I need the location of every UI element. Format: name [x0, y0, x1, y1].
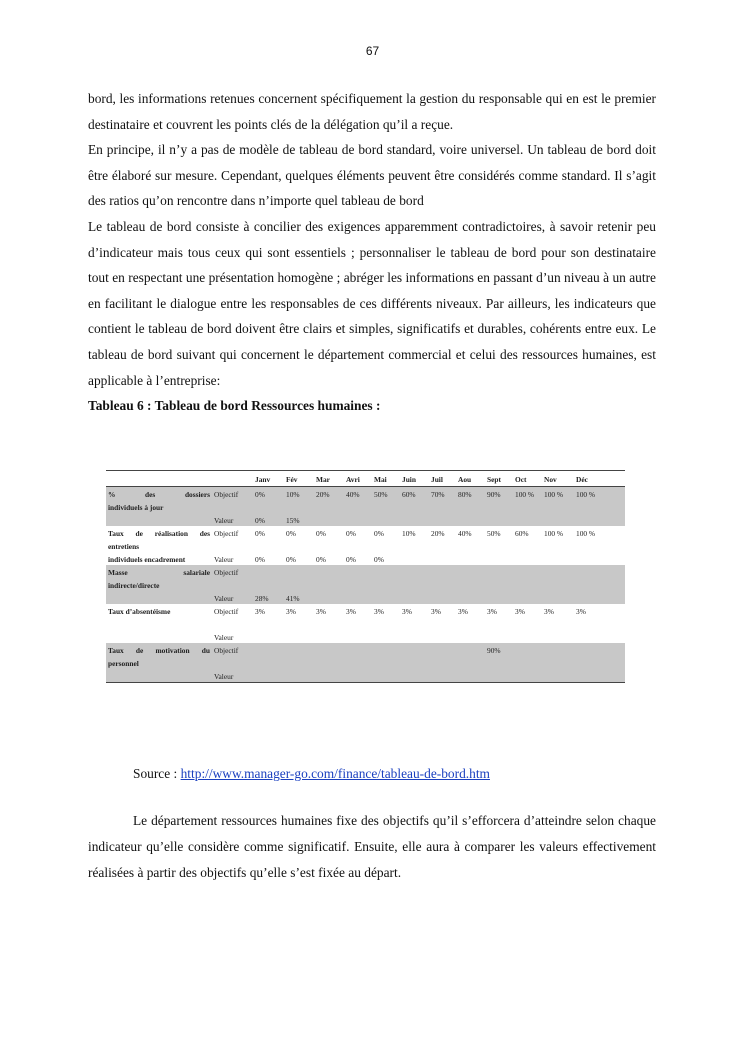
table-cell: [429, 500, 456, 513]
table-cell: [429, 656, 456, 669]
table-cell: [253, 565, 284, 578]
table-cell: [429, 578, 456, 591]
source-label: Source :: [133, 766, 181, 781]
table-cell: [344, 617, 372, 630]
table-row: [106, 630, 625, 643]
indicator-name: [106, 630, 212, 643]
table-cell: 0%: [316, 529, 326, 538]
table-cell: 20%: [314, 487, 344, 501]
table-row: [106, 513, 625, 526]
table-cell: [372, 630, 400, 643]
page-number: 67: [365, 44, 380, 58]
table-cell: [513, 500, 542, 513]
table-row: [106, 487, 625, 501]
table-cell: [429, 539, 456, 552]
table-cell: [574, 578, 625, 591]
table-cell: [574, 656, 625, 669]
table-cell: [344, 591, 372, 604]
table-cell: 0%: [255, 529, 265, 538]
row-type-label: [212, 617, 253, 630]
table-cell: [344, 669, 372, 683]
table-row: [106, 591, 625, 604]
table-cell: 100 %: [576, 529, 596, 538]
table-cell: [314, 630, 344, 643]
table-cell: [542, 539, 574, 552]
table-cell: [513, 539, 542, 552]
table-cell: [542, 500, 574, 513]
indicator-name: % des dossiers: [106, 487, 212, 501]
table-cell: [372, 500, 400, 513]
table-cell: [485, 513, 513, 526]
table-cell: [314, 565, 344, 578]
table-cell: [253, 578, 284, 591]
paragraph: Le tableau de bord consiste à concilier des exigences apparemment contradictoires, à savoir retenir peu d’indicateur mais tous ceux qui sont essentiels ; personnaliser le tableau de bord pour son destinataire tout en respectant une présentation homogène ; abréger les informations en passant d’un niveau à un autre en facilitant le dialogue entre les responsables de ces différents niveaux. Par ailleurs, les indicateurs que contient le tableau de bord doivent être clairs et simples, significatifs et durables, cohérents entre eux. Le tableau de bord suivant qui concernent le département commercial et celui des ressources humaines, est applicable à l’entreprise:: [88, 218, 656, 388]
indicator-name: [106, 669, 212, 683]
table-cell: [400, 513, 429, 526]
month-header: Oct: [513, 471, 542, 487]
table-cell: 20%: [431, 529, 445, 538]
table-header-row: [106, 471, 625, 487]
table-row: [106, 500, 625, 513]
table-cell: 3%: [431, 607, 441, 616]
table-row: [106, 578, 625, 591]
table-cell: [574, 552, 625, 565]
table-caption: Tableau 6 : Tableau de bord Ressources humaines :: [88, 398, 381, 414]
table-cell: [253, 643, 284, 656]
table-cell: [400, 500, 429, 513]
table-cell: 100 %: [574, 487, 625, 501]
table-cell: [513, 565, 542, 578]
table-cell: [314, 578, 344, 591]
row-type-label: Objectif: [214, 529, 239, 538]
indicator-name: Taux de motivation du: [106, 643, 212, 656]
table-cell: [456, 656, 485, 669]
table-cell: [456, 630, 485, 643]
table-cell: 0%: [316, 555, 326, 564]
table-cell: [400, 552, 429, 565]
table-cell: [344, 643, 372, 656]
table-cell: [456, 643, 485, 656]
row-type-label: Objectif: [212, 487, 253, 501]
table-row: [106, 604, 625, 617]
table-cell: [429, 669, 456, 683]
table-cell: 50%: [487, 529, 501, 538]
month-header: Mar: [314, 471, 344, 487]
table-cell: 0%: [286, 529, 296, 538]
table-cell: [284, 630, 314, 643]
table-cell: 0%: [255, 555, 265, 564]
month-header: Juin: [400, 471, 429, 487]
table-cell: 10%: [402, 529, 416, 538]
row-type-label: [212, 539, 253, 552]
table-cell: [429, 552, 456, 565]
table-cell: 50%: [372, 487, 400, 501]
table-cell: [372, 669, 400, 683]
month-header: Aou: [456, 471, 485, 487]
table-cell: [574, 617, 625, 630]
table-cell: [284, 539, 314, 552]
table-cell: [314, 656, 344, 669]
table-cell: [372, 656, 400, 669]
table-cell: 100 %: [544, 529, 564, 538]
table-cell: [574, 513, 625, 526]
table-cell: [513, 643, 542, 656]
table-cell: 100 %: [542, 487, 574, 501]
month-header: Janv: [253, 471, 284, 487]
table-cell: [513, 578, 542, 591]
row-type-label: Objectif: [212, 565, 253, 578]
table-cell: [400, 630, 429, 643]
table-cell: 3%: [286, 607, 296, 616]
table-cell: [284, 565, 314, 578]
source-link[interactable]: http://www.manager-go.com/finance/tableau-de-bord.htm: [180, 766, 490, 781]
table-cell: [456, 565, 485, 578]
table-row: [106, 643, 625, 656]
table-cell: 41%: [284, 591, 314, 604]
table-cell: [429, 591, 456, 604]
table-cell: [574, 669, 625, 683]
table-cell: 10%: [284, 487, 314, 501]
table-cell: [513, 617, 542, 630]
table-cell: 3%: [402, 607, 412, 616]
table-cell: [542, 669, 574, 683]
table-cell: [513, 656, 542, 669]
table-cell: [284, 500, 314, 513]
table-cell: [253, 656, 284, 669]
table-cell: [485, 578, 513, 591]
row-type-label: Valeur: [214, 633, 234, 642]
table-cell: [429, 565, 456, 578]
month-header: Avri: [344, 471, 372, 487]
table-cell: [314, 500, 344, 513]
table-cell: [372, 539, 400, 552]
table-cell: [456, 539, 485, 552]
row-type-label: [212, 656, 253, 669]
table-body: [106, 487, 625, 683]
table-cell: 0%: [253, 487, 284, 501]
table-cell: [400, 617, 429, 630]
table-cell: 3%: [544, 607, 554, 616]
table-cell: [284, 669, 314, 683]
row-type-label: Objectif: [212, 643, 253, 656]
month-header: Déc: [574, 471, 625, 487]
table-cell: [485, 656, 513, 669]
table-cell: [253, 539, 284, 552]
table-cell: [542, 643, 574, 656]
row-type-label: Valeur: [212, 513, 253, 526]
indicator-name: individuels encadrement: [108, 555, 186, 564]
table-cell: 28%: [253, 591, 284, 604]
table-cell: [513, 591, 542, 604]
table-cell: [344, 500, 372, 513]
table-cell: [513, 513, 542, 526]
table-cell: [314, 669, 344, 683]
indicator-name: Taux de réalisation des: [108, 529, 210, 538]
table-cell: [429, 513, 456, 526]
paragraph: Le département ressources humaines fixe des objectifs qu’il s’efforcera d’atteindre selon chaque indicateur qu’elle considère comme significatif. Ensuite, elle aura à comparer les valeurs effectivement réalisées à partir des objectifs qu’elle s’est fixée au départ.: [88, 813, 656, 880]
table-cell: [456, 669, 485, 683]
table-cell: [542, 591, 574, 604]
indicator-name: entretiens: [108, 542, 140, 551]
table-cell: [542, 630, 574, 643]
table-cell: [574, 643, 625, 656]
table-cell: [253, 500, 284, 513]
row-type-label: Valeur: [212, 591, 253, 604]
table-cell: [542, 578, 574, 591]
source-line: [133, 766, 490, 782]
table-cell: [400, 591, 429, 604]
table-cell: 100 %: [513, 487, 542, 501]
row-type-label: [212, 500, 253, 513]
table-row: [106, 669, 625, 683]
table-cell: 3%: [515, 607, 525, 616]
table-row: [106, 565, 625, 578]
month-header: Juil: [429, 471, 456, 487]
table-cell: [253, 630, 284, 643]
table-cell: [400, 578, 429, 591]
table-cell: [314, 591, 344, 604]
month-header: Fév: [284, 471, 314, 487]
indicator-name: [106, 513, 212, 526]
row-type-label: Valeur: [214, 555, 234, 564]
table-cell: [400, 643, 429, 656]
table-cell: 3%: [576, 607, 586, 616]
table-cell: 3%: [346, 607, 356, 616]
table-cell: [429, 617, 456, 630]
table-cell: 15%: [284, 513, 314, 526]
table-cell: [485, 617, 513, 630]
table-cell: 3%: [487, 607, 497, 616]
table-cell: [485, 552, 513, 565]
table-cell: [372, 617, 400, 630]
table-cell: [314, 513, 344, 526]
indicator-name: Masse salariale: [106, 565, 212, 578]
table-cell: 0%: [346, 529, 356, 538]
table-cell: 40%: [458, 529, 472, 538]
table-cell: 3%: [458, 607, 468, 616]
table-cell: [344, 513, 372, 526]
row-type-label: Valeur: [212, 669, 253, 683]
table-cell: [574, 539, 625, 552]
table-cell: [542, 552, 574, 565]
table-cell: 90%: [485, 487, 513, 501]
table-cell: [372, 643, 400, 656]
body-text: [88, 86, 656, 419]
table-cell: 3%: [255, 607, 265, 616]
table-cell: [344, 539, 372, 552]
table-cell: [372, 578, 400, 591]
table-cell: 0%: [374, 555, 384, 564]
table-cell: [574, 500, 625, 513]
table-cell: [314, 617, 344, 630]
table-cell: 0%: [374, 529, 384, 538]
table-cell: [513, 630, 542, 643]
table-cell: [456, 513, 485, 526]
table-cell: [253, 617, 284, 630]
indicator-name: [106, 617, 212, 630]
table-cell: 80%: [456, 487, 485, 501]
table-cell: [485, 669, 513, 683]
table-row: [106, 617, 625, 630]
table-cell: 0%: [286, 555, 296, 564]
table-cell: [372, 513, 400, 526]
table-cell: [284, 656, 314, 669]
table-cell: [284, 643, 314, 656]
table-cell: [314, 539, 344, 552]
table-cell: [314, 643, 344, 656]
month-header: Mai: [372, 471, 400, 487]
table-cell: 60%: [400, 487, 429, 501]
table-cell: 3%: [374, 607, 384, 616]
table-cell: 60%: [515, 529, 529, 538]
table-cell: [344, 630, 372, 643]
table-cell: 3%: [316, 607, 326, 616]
closing-text: [88, 808, 656, 886]
table-cell: [542, 617, 574, 630]
month-header: Nov: [542, 471, 574, 487]
month-header: Sept: [485, 471, 513, 487]
table-cell: [542, 656, 574, 669]
table-cell: [456, 617, 485, 630]
table-cell: [485, 565, 513, 578]
paragraph: bord, les informations retenues concernent spécifiquement la gestion du responsable qui en est le premier destinataire et couvrent les points clés de la délégation qu’il a reçue.: [88, 91, 656, 132]
table-cell: [513, 552, 542, 565]
table-cell: [344, 578, 372, 591]
table-cell: 70%: [429, 487, 456, 501]
table-cell: [400, 656, 429, 669]
table-cell: [574, 565, 625, 578]
indicator-name: Taux d’absentéisme: [108, 607, 171, 616]
table-cell: [485, 591, 513, 604]
indicator-name: personnel: [106, 656, 212, 669]
table-cell: [485, 500, 513, 513]
table-cell: [284, 617, 314, 630]
indicator-name: [106, 591, 212, 604]
table-row: [106, 656, 625, 669]
paragraph: En principe, il n’y a pas de modèle de tableau de bord standard, voire universel. Un tableau de bord doit être élaboré sur mesure. Cependant, quelques éléments peuvent être considérés comme standard. Il s’agit des ratios qu’on rencontre dans n’importe quel tableau de bord: [88, 142, 656, 209]
table-cell: [400, 539, 429, 552]
dashboard-table: [106, 470, 625, 683]
table-row: [106, 539, 625, 552]
table-cell: [253, 669, 284, 683]
table-cell: 40%: [344, 487, 372, 501]
row-type-label: Objectif: [214, 607, 239, 616]
table-cell: [485, 630, 513, 643]
table-cell: [344, 565, 372, 578]
table-cell: [456, 591, 485, 604]
table-cell: 90%: [485, 643, 513, 656]
table-cell: [485, 539, 513, 552]
table-cell: [400, 669, 429, 683]
table-cell: [574, 591, 625, 604]
table-cell: [542, 513, 574, 526]
table-cell: [372, 591, 400, 604]
table-cell: [344, 656, 372, 669]
table-cell: [574, 630, 625, 643]
table-row: [106, 552, 625, 565]
table-cell: [456, 578, 485, 591]
table-cell: 0%: [253, 513, 284, 526]
table-cell: [456, 500, 485, 513]
table-cell: [372, 565, 400, 578]
table-cell: [456, 552, 485, 565]
indicator-name: indirecte/directe: [106, 578, 212, 591]
table-cell: [513, 669, 542, 683]
indicator-name: individuels à jour: [106, 500, 212, 513]
table-cell: [542, 565, 574, 578]
row-type-label: [212, 578, 253, 591]
table-cell: 0%: [346, 555, 356, 564]
table-row: [106, 526, 625, 539]
table-cell: [284, 578, 314, 591]
table-cell: [400, 565, 429, 578]
table-cell: [429, 643, 456, 656]
table-cell: [429, 630, 456, 643]
